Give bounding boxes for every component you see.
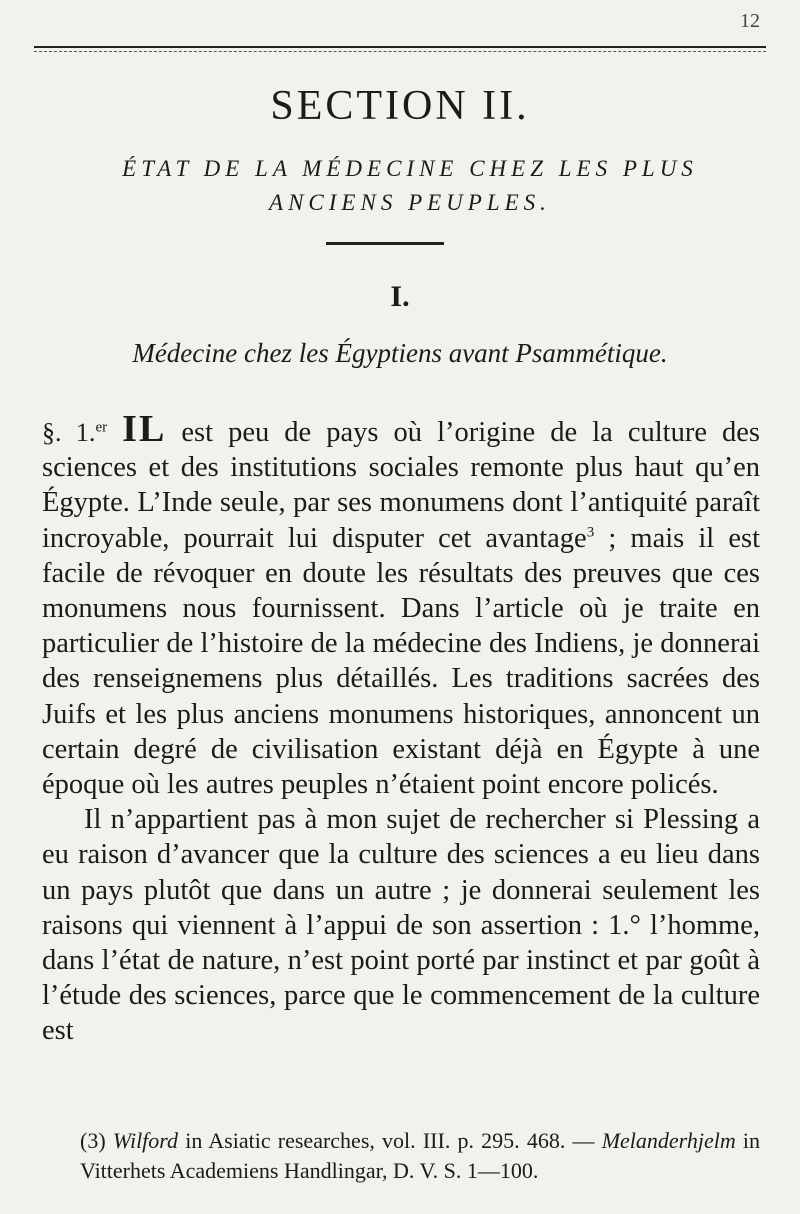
footnote-text-1: in Asiatic researches, vol. III. p. 295. 468. —: [178, 1128, 602, 1153]
paragraph-mark: §. 1.$^{er}$: [42, 418, 108, 447]
body-text: [42, 408, 761, 1049]
paragraph-1-text-a: est peu de pays où l’origine de la culture des sciences et des institutions sociales remonte plus haut qu’en Égypte. L’Inde seule, par ses monumens dont l’antiquité paraît incroyable, pourrait lui disputer cet avantage: [42, 417, 761, 554]
paragraph-2: Il n’appartient pas à mon sujet de rechercher si Plessing a eu raison d’avancer que la culture des sciences a eu lieu dans un pays plutôt que dans un autre ; je donnerai seulement les raisons qui viennent à l’appui de son assertion : 1.° l’homme, dans l’état de nature, n’est point porté par instinct et par goût à l’étude des sciences, parce que le commencement de la culture est: [42, 804, 760, 1047]
title-divider: [326, 242, 444, 245]
section-title: SECTION II.: [270, 83, 530, 129]
paragraph-mark-superscript: er: [95, 419, 108, 436]
chapter-numeral: I.: [390, 280, 410, 313]
paragraph-1: [42, 408, 761, 802]
chapter-heading: Médecine chez les Égyptiens avant Psammétique.: [132, 338, 668, 368]
footnote: [80, 1126, 760, 1186]
subtitle-line-1: ÉTAT DE LA MÉDECINE CHEZ LES PLUS: [122, 156, 698, 181]
footnote-author-1: Wilford: [112, 1128, 179, 1153]
footnote-number: (3): [80, 1128, 106, 1153]
footnote-text-2: in Vitterhets Academiens Handlingar, D. V. S. 1—100.: [80, 1128, 761, 1183]
drop-cap: IL: [122, 408, 167, 450]
footnote-reference[interactable]: 3: [586, 524, 595, 541]
footnote-author-2: Melanderhjelm: [601, 1128, 736, 1153]
section-subtitle: [60, 152, 760, 220]
subtitle-line-2: ANCIENS PEUPLES.: [269, 190, 551, 215]
header-double-rule: [34, 46, 766, 56]
page-number: 12: [740, 10, 760, 32]
paragraph-1-text-b: ; mais il est facile de révoquer en doute les résultats des preuves que ces monumens nous fournissent. Dans l’article où je traite en particulier de l’histoire de la médecine des Indiens, je donnerai des renseignemens plus détaillés. Les traditions sacrées des Juifs et les plus anciens monumens historiques, annoncent un certain degré de civilisation existant déjà en Égypte à une époque où les autres peuples n’étaient point encore policés.: [42, 522, 760, 801]
